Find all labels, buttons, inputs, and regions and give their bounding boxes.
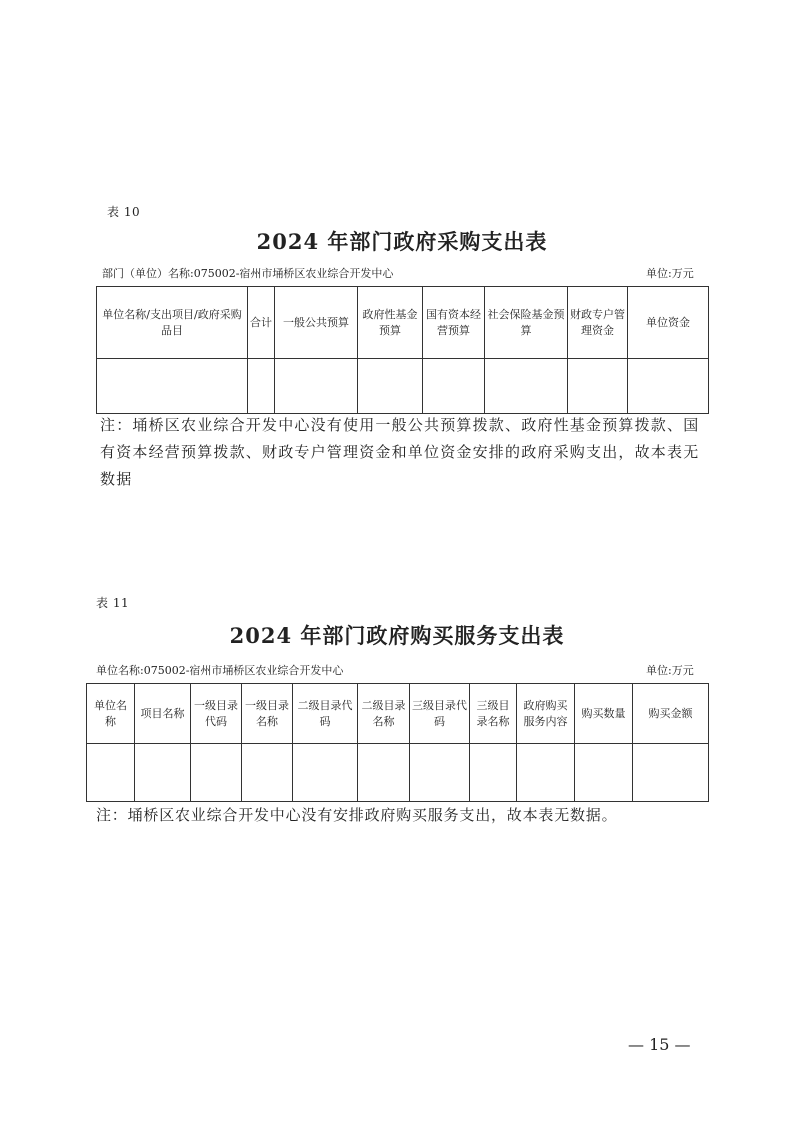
table11 bbox=[86, 683, 709, 802]
table11-header-cell: 三级目录名称 bbox=[470, 684, 517, 744]
table10-header-cell: 国有资本经营预算 bbox=[423, 287, 485, 359]
table11-cell bbox=[575, 744, 633, 802]
table11-cell bbox=[191, 744, 242, 802]
table11-title: 2024 年部门政府购买服务支出表 bbox=[229, 623, 565, 648]
table10-header-row bbox=[97, 287, 709, 359]
table10-empty-row bbox=[97, 359, 709, 414]
table10-cell bbox=[485, 359, 568, 414]
table11-header-cell: 购买数量 bbox=[575, 684, 633, 744]
table10-cell bbox=[97, 359, 248, 414]
table10-cell bbox=[628, 359, 709, 414]
table10-tag: 表 10 bbox=[107, 205, 141, 219]
table11-dept-name: 单位名称:075002-宿州市埇桥区农业综合开发中心 bbox=[96, 664, 344, 677]
table11-cell bbox=[242, 744, 293, 802]
table10-dept-name: 部门（单位）名称:075002-宿州市埇桥区农业综合开发中心 bbox=[102, 267, 394, 280]
table11-header-cell: 一级目录代码 bbox=[191, 684, 242, 744]
table11-note: 注：埇桥区农业综合开发中心没有安排政府购买服务支出，故本表无数据。 bbox=[96, 806, 618, 824]
table11-header-cell: 二级目录代码 bbox=[293, 684, 358, 744]
table11-cell bbox=[410, 744, 470, 802]
table10-cell bbox=[423, 359, 485, 414]
table11-cell bbox=[517, 744, 575, 802]
table11-header-cell: 三级目录代码 bbox=[410, 684, 470, 744]
table11-cell bbox=[293, 744, 358, 802]
table11-empty-row bbox=[87, 744, 709, 802]
table10-header-cell: 财政专户管理资金 bbox=[568, 287, 628, 359]
table10-cell bbox=[568, 359, 628, 414]
table11-cell bbox=[135, 744, 191, 802]
table10-note: 注：埇桥区农业综合开发中心没有使用一般公共预算拨款、政府性基金预算拨款、国有资本经营预算拨款、财政专户管理资金和单位资金安排的政府采购支出，故本表无数据 bbox=[100, 416, 700, 488]
table10-cell bbox=[358, 359, 423, 414]
table11-cell bbox=[470, 744, 517, 802]
table11-cell bbox=[633, 744, 709, 802]
table11-cell bbox=[358, 744, 410, 802]
table11-header-cell: 购买金额 bbox=[633, 684, 709, 744]
table11-header-cell: 项目名称 bbox=[135, 684, 191, 744]
table10-header-cell: 单位资金 bbox=[628, 287, 709, 359]
table11-header-cell: 一级目录名称 bbox=[242, 684, 293, 744]
table11-header-cell: 政府购买服务内容 bbox=[517, 684, 575, 744]
table10-header-cell: 单位名称/支出项目/政府采购品目 bbox=[97, 287, 248, 359]
table10-cell bbox=[275, 359, 358, 414]
table11-tag: 表 11 bbox=[96, 596, 130, 610]
table11-header-row bbox=[87, 684, 709, 744]
table10-unit: 单位:万元 bbox=[646, 267, 694, 280]
table10-header-cell: 社会保险基金预算 bbox=[485, 287, 568, 359]
table10-title: 2024 年部门政府采购支出表 bbox=[256, 229, 548, 254]
table10-cell bbox=[248, 359, 275, 414]
table10-header-cell: 政府性基金预算 bbox=[358, 287, 423, 359]
table10 bbox=[96, 286, 709, 414]
table11-cell bbox=[87, 744, 135, 802]
table10-header-cell: 一般公共预算 bbox=[275, 287, 358, 359]
table11-unit: 单位:万元 bbox=[646, 664, 694, 677]
table10-header-cell: 合计 bbox=[248, 287, 275, 359]
table11-header-cell: 二级目录名称 bbox=[358, 684, 410, 744]
page-number: — 15 — bbox=[628, 1035, 691, 1054]
table11-header-cell: 单位名称 bbox=[87, 684, 135, 744]
